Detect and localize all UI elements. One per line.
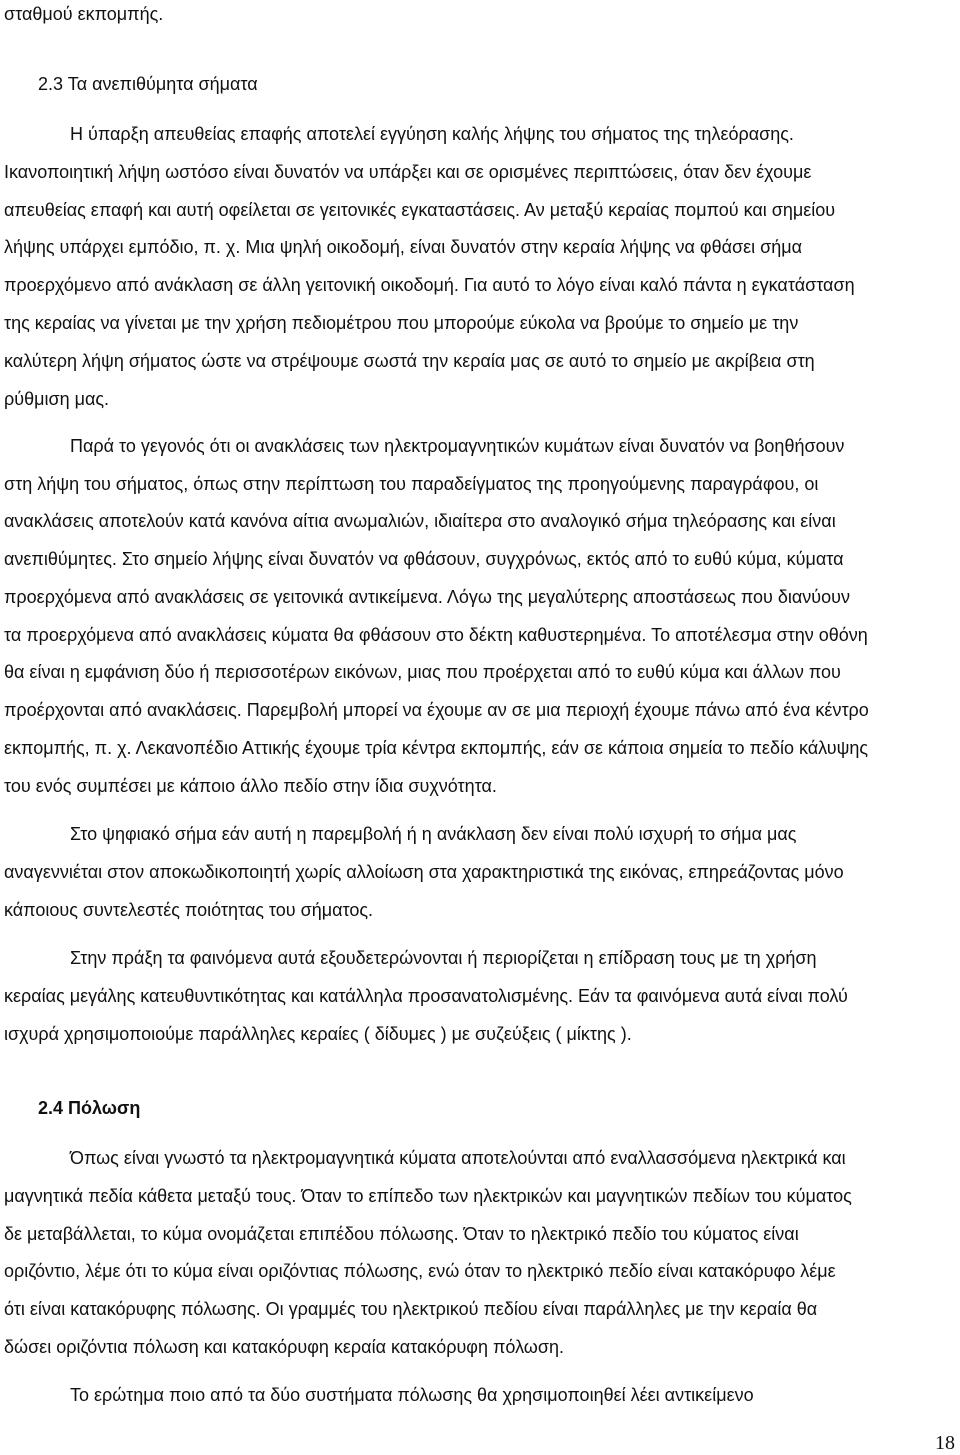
section-heading: 2.3 Τα ανεπιθύμητα σήματα — [38, 74, 258, 94]
page-number: 18 — [935, 1432, 955, 1454]
paragraph-line: προερχόμενο από ανάκλαση σε άλλη γειτονική οικοδομή. Για αυτό το λόγο είναι καλό πάντα η εγκατάσταση — [4, 275, 855, 295]
paragraph-line: μαγνητικά πεδία κάθετα μεταξύ τους. Όταν το επίπεδο των ηλεκτρικών και μαγνητικών πεδίων του κύματος — [4, 1186, 852, 1206]
paragraph-line: ρύθμιση μας. — [4, 389, 110, 409]
paragraph-line: προερχόμενα από ανακλάσεις σε γειτονικά αντικείμενα. Λόγω της μεγαλύτερης αποστάσεως που διανύουν — [4, 587, 850, 607]
paragraph-line: Στην πράξη τα φαινόμενα αυτά εξουδετερώνονται ή περιορίζεται η επίδραση τους με τη χρήση — [70, 948, 817, 968]
paragraph-line: απευθείας επαφή και αυτή οφείλεται σε γειτονικές εγκαταστάσεις. Αν μεταξύ κεραίας πομπού και σημείου — [4, 200, 836, 220]
paragraph-line: ανεπιθύμητες. Στο σημείο λήψης είναι δυνατόν να φθάσουν, συγχρόνως, εκτός από το ευθύ κύμα, κύματα — [4, 549, 844, 569]
paragraph-line: ότι είναι κατακόρυφης πόλωσης. Οι γραμμές του ηλεκτρικού πεδίου είναι παράλληλες με την κεραία θα — [4, 1299, 818, 1319]
paragraph-line: δε μεταβάλλεται, το κύμα ονομάζεται επιπέδου πόλωσης. Όταν το ηλεκτρικό πεδίο του κύματος είναι — [4, 1224, 799, 1244]
paragraph-line: καλύτερη λήψη σήματος ώστε να στρέψουμε σωστά την κεραία μας σε αυτό το σημείο με ακρίβεια στη — [4, 351, 815, 371]
paragraph-line: ανακλάσεις αποτελούν κατά κανόνα αίτια ανωμαλιών, ιδιαίτερα στο αναλογικό σήμα τηλεόρασης και είναι — [4, 511, 836, 531]
paragraph-line: Το ερώτημα ποιο από τα δύο συστήματα πόλωσης θα χρησιμοποιηθεί λέει αντικείμενο — [70, 1385, 754, 1405]
paragraph-line: δώσει οριζόντια πόλωση και κατακόρυφη κεραία κατακόρυφη πόλωση. — [4, 1337, 564, 1357]
paragraph-line: αναγεννιέται στον αποκωδικοποιητή χωρίς αλλοίωση στα χαρακτηριστικά της εικόνας, επηρεάζοντας μόνο — [4, 862, 844, 882]
paragraph-line: του ενός συμπέσει με κάποιο άλλο πεδίο στην ίδια συχνότητα. — [4, 776, 497, 796]
paragraph-line: ισχυρά χρησιμοποιούμε παράλληλες κεραίες ( δίδυμες ) με συζεύξεις ( μίκτης ). — [4, 1024, 632, 1044]
paragraph-line: θα είναι η εμφάνιση δύο ή περισσοτέρων εικόνων, μιας που προέρχεται από το ευθύ κύμα και άλλων που — [4, 662, 841, 682]
section-heading: 2.4 Πόλωση — [38, 1098, 141, 1118]
paragraph-line: στη λήψη του σήματος, όπως στην περίπτωση του παραδείγματος της προηγούμενης παραγράφου, οι — [4, 474, 819, 494]
paragraph-line: Η ύπαρξη απευθείας επαφής αποτελεί εγγύηση καλής λήψης του σήματος της τηλεόρασης. — [70, 124, 794, 144]
paragraph-line: εκπομπής, π. χ. Λεκανοπέδιο Αττικής έχουμε τρία κέντρα εκπομπής, εάν σε κάποια σημεία το πεδίο κάλυψης — [4, 738, 869, 758]
paragraph-line: λήψης υπάρχει εμπόδιο, π. χ. Μια ψηλή οικοδομή, είναι δυνατόν στην κεραία λήψης να φθάσει σήμα — [4, 237, 803, 257]
paragraph-line: προέρχονται από ανακλάσεις. Παρεμβολή μπορεί να έχουμε αν σε μια περιοχή έχουμε πάνω από ένα κέντρο — [4, 700, 869, 720]
paragraph-line: Ικανοποιητική λήψη ωστόσο είναι δυνατόν να υπάρξει και σε ορισμένες περιπτώσεις, όταν δεν έχουμε — [4, 162, 812, 182]
paragraph-line: Στο ψηφιακό σήμα εάν αυτή η παρεμβολή ή η ανάκλαση δεν είναι πολύ ισχυρή το σήμα μας — [70, 824, 797, 844]
paragraph-line: οριζόντιο, λέμε ότι το κύμα είναι οριζόντιας πόλωσης, ενώ όταν το ηλεκτρικό πεδίο είναι κατακόρυφο λέμε — [4, 1261, 836, 1281]
paragraph-line: κεραίας μεγάλης κατευθυντικότητας και κατάλληλα προσανατολισμένης. Εάν τα φαινόμενα αυτά είναι πολύ — [4, 986, 848, 1006]
paragraph-line: Παρά το γεγονός ότι οι ανακλάσεις των ηλεκτρομαγνητικών κυμάτων είναι δυνατόν να βοηθήσουν — [70, 436, 845, 456]
paragraph-line: της κεραίας να γίνεται με την χρήση πεδιομέτρου που μπορούμε εύκολα να βρούμε το σημείο με την — [4, 313, 799, 333]
continuation-line: σταθμού εκπομπής. — [4, 4, 164, 24]
paragraph-line: τα προερχόμενα από ανακλάσεις κύματα θα φθάσουν στο δέκτη καθυστερημένα. Το αποτέλεσμα στην οθόνη — [4, 625, 868, 645]
paragraph-line: Όπως είναι γνωστό τα ηλεκτρομαγνητικά κύματα αποτελούνται από εναλλασσόμενα ηλεκτρικά και — [70, 1148, 846, 1168]
paragraph-line: κάποιους συντελεστές ποιότητας του σήματος. — [4, 900, 374, 920]
